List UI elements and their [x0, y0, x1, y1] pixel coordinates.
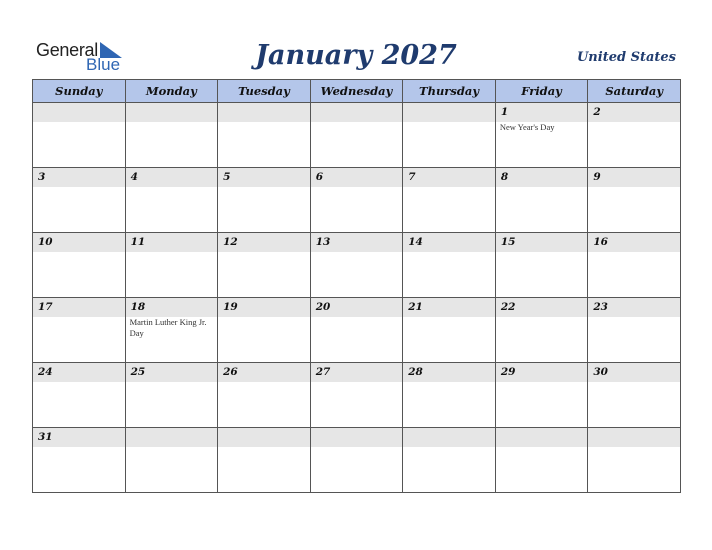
day-number: 18: [130, 301, 146, 313]
day-number: 12: [223, 236, 238, 248]
day-number: 16: [593, 236, 608, 248]
day-cell: [403, 363, 496, 428]
day-number-bar: [496, 428, 588, 447]
day-number: 6: [315, 171, 323, 183]
calendar-title: January 2027: [255, 40, 457, 71]
day-cell: [588, 233, 681, 298]
day-cell: [33, 233, 126, 298]
day-number-bar: [311, 298, 403, 317]
weekday-header: Saturday: [588, 80, 681, 103]
day-cell: [125, 233, 218, 298]
day-cell: [495, 168, 588, 233]
day-number: 17: [38, 301, 53, 313]
week-row: [33, 363, 681, 428]
day-number: 23: [593, 301, 608, 313]
weekday-header-row: [33, 80, 681, 103]
day-cell: [588, 103, 681, 168]
day-number-bar: [33, 233, 125, 252]
day-number: 11: [130, 236, 146, 248]
day-number-bar: [33, 363, 125, 382]
day-cell: [310, 168, 403, 233]
weekday-header: Friday: [495, 80, 588, 103]
day-cell: [218, 103, 311, 168]
day-number-bar: [126, 168, 218, 187]
day-number-bar: [588, 103, 680, 122]
day-cell: [33, 103, 126, 168]
day-number-bar: [218, 428, 310, 447]
day-cell: [218, 168, 311, 233]
day-number-bar: [218, 298, 310, 317]
day-number-bar: [588, 233, 680, 252]
day-number-bar: [403, 428, 495, 447]
day-cell: [33, 168, 126, 233]
day-number: 28: [408, 366, 423, 378]
day-number-bar: [218, 233, 310, 252]
day-number-bar: [311, 428, 403, 447]
holiday-label: Martin Luther King Jr. Day: [129, 317, 207, 338]
day-number: 5: [223, 171, 231, 183]
logo-general-text: General: [36, 40, 98, 60]
day-cell: [588, 298, 681, 363]
weekday-header: Monday: [125, 80, 218, 103]
day-number-bar: [218, 363, 310, 382]
day-number-bar: [496, 363, 588, 382]
day-number: 7: [408, 171, 416, 183]
day-number: 25: [130, 366, 146, 378]
day-cell: [218, 298, 311, 363]
week-row: [33, 233, 681, 298]
day-cell: [403, 298, 496, 363]
day-number-bar: [588, 298, 680, 317]
day-number-bar: [403, 298, 495, 317]
day-number: 15: [500, 236, 516, 248]
week-row: [33, 168, 681, 233]
day-number: 24: [38, 366, 53, 378]
day-number: 13: [315, 236, 331, 248]
day-cell: [495, 428, 588, 493]
day-number-bar: [218, 103, 310, 122]
day-number: 22: [500, 301, 516, 313]
day-cell: [310, 103, 403, 168]
day-number-bar: [218, 168, 310, 187]
day-cell: [125, 168, 218, 233]
day-number: 9: [593, 171, 601, 183]
day-cell: [403, 233, 496, 298]
day-number-bar: [496, 103, 588, 122]
day-cell: [310, 363, 403, 428]
day-cell: [495, 103, 588, 168]
day-number-bar: [496, 168, 588, 187]
country-label: United States: [576, 50, 676, 65]
day-cell: [403, 428, 496, 493]
day-number-bar: [33, 298, 125, 317]
day-cell: [218, 233, 311, 298]
day-number-bar: [311, 363, 403, 382]
day-cell: [125, 363, 218, 428]
logo-blue-text: Blue: [86, 55, 121, 74]
day-number: 26: [223, 366, 238, 378]
day-cell: [33, 363, 126, 428]
day-cell: [495, 298, 588, 363]
day-number-bar: [403, 233, 495, 252]
day-number: 4: [130, 171, 138, 183]
day-cell: [218, 428, 311, 493]
day-cell: [33, 428, 126, 493]
day-number-bar: [33, 103, 125, 122]
week-row: [33, 103, 681, 168]
day-number-bar: [311, 168, 403, 187]
day-number: 27: [315, 366, 331, 378]
day-number: 19: [223, 301, 238, 313]
day-number: 31: [38, 431, 53, 443]
day-number: 2: [593, 106, 601, 118]
day-number: 8: [500, 171, 509, 183]
day-number-bar: [403, 168, 495, 187]
day-number-bar: [126, 428, 218, 447]
day-number-bar: [311, 233, 403, 252]
day-number: 1: [500, 106, 509, 118]
day-cell: [403, 103, 496, 168]
day-number-bar: [126, 298, 218, 317]
day-number: 21: [408, 301, 423, 313]
day-number-bar: [126, 103, 218, 122]
day-cell: [310, 428, 403, 493]
day-cell: [218, 363, 311, 428]
day-cell: [588, 168, 681, 233]
day-number-bar: [496, 298, 588, 317]
day-cell: [588, 363, 681, 428]
day-number-bar: [403, 363, 495, 382]
day-number-bar: [588, 363, 680, 382]
weekday-header: Tuesday: [218, 80, 311, 103]
day-number-bar: [588, 428, 680, 447]
day-number-bar: [311, 103, 403, 122]
calendar-grid: [32, 79, 681, 493]
day-cell: [310, 233, 403, 298]
day-cell: [495, 233, 588, 298]
day-cell: [588, 428, 681, 493]
day-number: 14: [408, 236, 423, 248]
day-number: 20: [315, 301, 331, 313]
day-number-bar: [126, 363, 218, 382]
day-number: 10: [38, 236, 53, 248]
day-cell: [125, 103, 218, 168]
day-cell: [125, 428, 218, 493]
weekday-header: Wednesday: [310, 80, 403, 103]
day-number-bar: [496, 233, 588, 252]
week-row: [33, 298, 681, 363]
day-number: 29: [500, 366, 516, 378]
day-number: 3: [38, 171, 46, 183]
weekday-header: Sunday: [33, 80, 126, 103]
day-number-bar: [33, 168, 125, 187]
day-cell: [403, 168, 496, 233]
day-number: 30: [593, 366, 608, 378]
day-number-bar: [33, 428, 125, 447]
day-cell: [495, 363, 588, 428]
week-row: [33, 428, 681, 493]
day-number-bar: [588, 168, 680, 187]
day-cell: [33, 298, 126, 363]
day-cell: [125, 298, 218, 363]
day-cell: [310, 298, 403, 363]
holiday-label: New Year's Day: [499, 122, 555, 132]
weekday-header: Thursday: [403, 80, 496, 103]
day-number-bar: [126, 233, 218, 252]
day-number-bar: [403, 103, 495, 122]
